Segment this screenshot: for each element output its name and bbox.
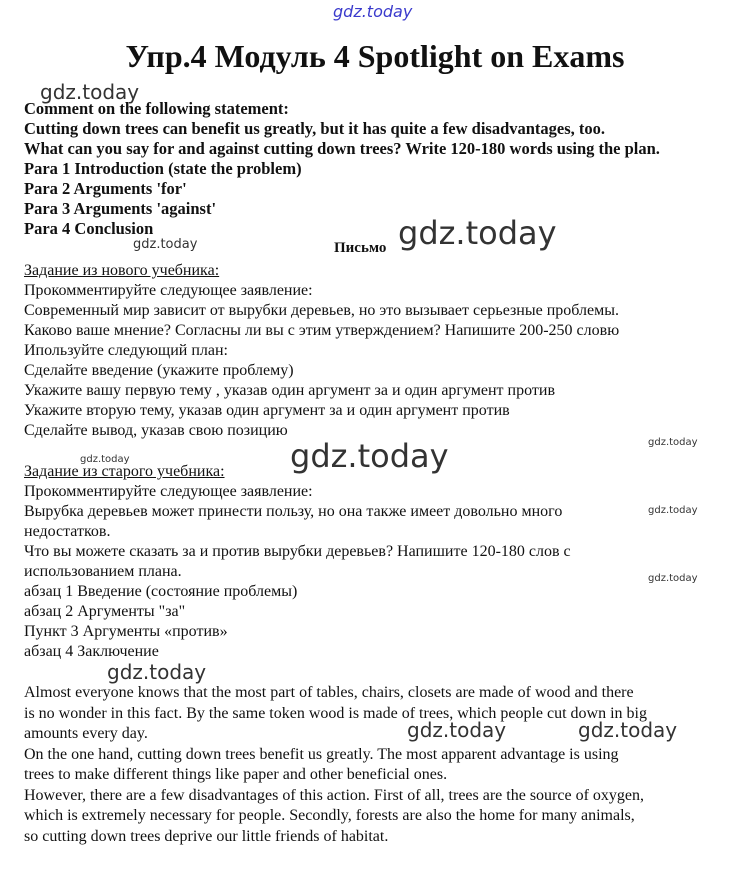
task-line: Вырубка деревьев может принести пользу, но она также имеет довольно много: [24, 503, 563, 520]
task-line: Пункт 3 Аргументы «против»: [24, 623, 228, 640]
watermark: gdz.today: [40, 80, 140, 104]
task-line: Para 3 Arguments 'against': [24, 199, 217, 218]
task-line: Укажите вашу первую тему , указав один аргумент за и один аргумент против: [24, 382, 556, 399]
task-line: Прокомментируйте следующее заявление:: [24, 282, 313, 299]
watermark: gdz.today: [648, 437, 698, 448]
essay-line: amounts every day.: [24, 725, 148, 742]
watermark: gdz.today: [290, 437, 449, 475]
old-textbook-task: [24, 462, 571, 662]
task-line: Современный мир зависит от вырубки деревьев, но это вызывает серьезные проблемы.: [24, 302, 619, 319]
essay-line: On the one hand, cutting down trees benefit us greatly. The most apparent advantage is using: [24, 745, 619, 763]
watermark: gdz.today: [407, 718, 507, 742]
task-line: использованием плана.: [24, 563, 182, 580]
section-heading: Задание из нового учебника:: [24, 262, 220, 279]
essay-line: is no wonder in this fact. By the same token wood is made of trees, which people cut down in big: [24, 704, 647, 722]
task-line: абзац 1 Введение (состояние проблемы): [24, 583, 298, 600]
task-line: Сделайте вывод, указав свою позицию: [24, 422, 288, 439]
task-line: Укажите вторую тему, указав один аргумент за и один аргумент против: [24, 402, 510, 419]
essay-line: However, there are a few disadvantages of this action. First of all, trees are the source of oxygen,: [24, 786, 645, 804]
task-line: Прокомментируйте следующее заявление:: [24, 483, 313, 500]
watermark: gdz.today: [80, 454, 130, 465]
task-line: абзац 2 Аргументы "за": [24, 603, 186, 620]
task-line: Что вы можете сказать за и против вырубки деревьев? Напишите 120-180 слов с: [24, 543, 571, 560]
task-line: абзац 4 Заключение: [24, 643, 159, 660]
task-line: Para 1 Introduction (state the problem): [24, 159, 302, 178]
page-title: Упр.4 Модуль 4 Spotlight on Exams: [125, 38, 625, 74]
essay-text: [24, 683, 647, 847]
task-line: Para 2 Arguments 'for': [24, 179, 187, 198]
watermark: gdz.today: [107, 660, 207, 684]
task-line: Ипользуйте следующий план:: [24, 342, 228, 359]
english-task: [24, 99, 660, 239]
task-line: What can you say for and against cutting down trees? Write 120-180 words using the plan.: [24, 139, 660, 158]
essay-line: which is extremely necessary for people. Secondly, forests are also the home for many animals,: [24, 807, 635, 824]
task-line: Comment on the following statement:: [24, 99, 289, 118]
watermark-top: gdz.today: [333, 2, 413, 21]
task-line: недостатков.: [24, 523, 111, 540]
essay-line: Almost everyone knows that the most part of tables, chairs, closets are made of wood and there: [24, 684, 634, 701]
task-line: Cutting down trees can benefit us greatly, but it has quite a few disadvantages, too.: [24, 119, 606, 138]
watermark: gdz.today: [398, 214, 557, 252]
task-line: Каково ваше мнение? Согласны ли вы с этим утверждением? Напишите 200-250 словю: [24, 322, 620, 339]
letter-label: Письмо: [334, 240, 387, 256]
essay-line: so cutting down trees deprive our little friends of habitat.: [24, 827, 389, 845]
new-textbook-task: [24, 261, 619, 441]
watermark: gdz.today: [648, 505, 698, 516]
watermark: gdz.today: [578, 718, 678, 742]
task-line: Сделайте введение (укажите проблему): [24, 362, 294, 379]
watermark: gdz.today: [133, 237, 198, 252]
essay-line: trees to make different things like paper and other beneficial ones.: [24, 766, 448, 783]
section-heading: Задание из старого учебника:: [24, 463, 225, 480]
task-line: Para 4 Conclusion: [24, 219, 154, 238]
watermark: gdz.today: [648, 573, 698, 584]
